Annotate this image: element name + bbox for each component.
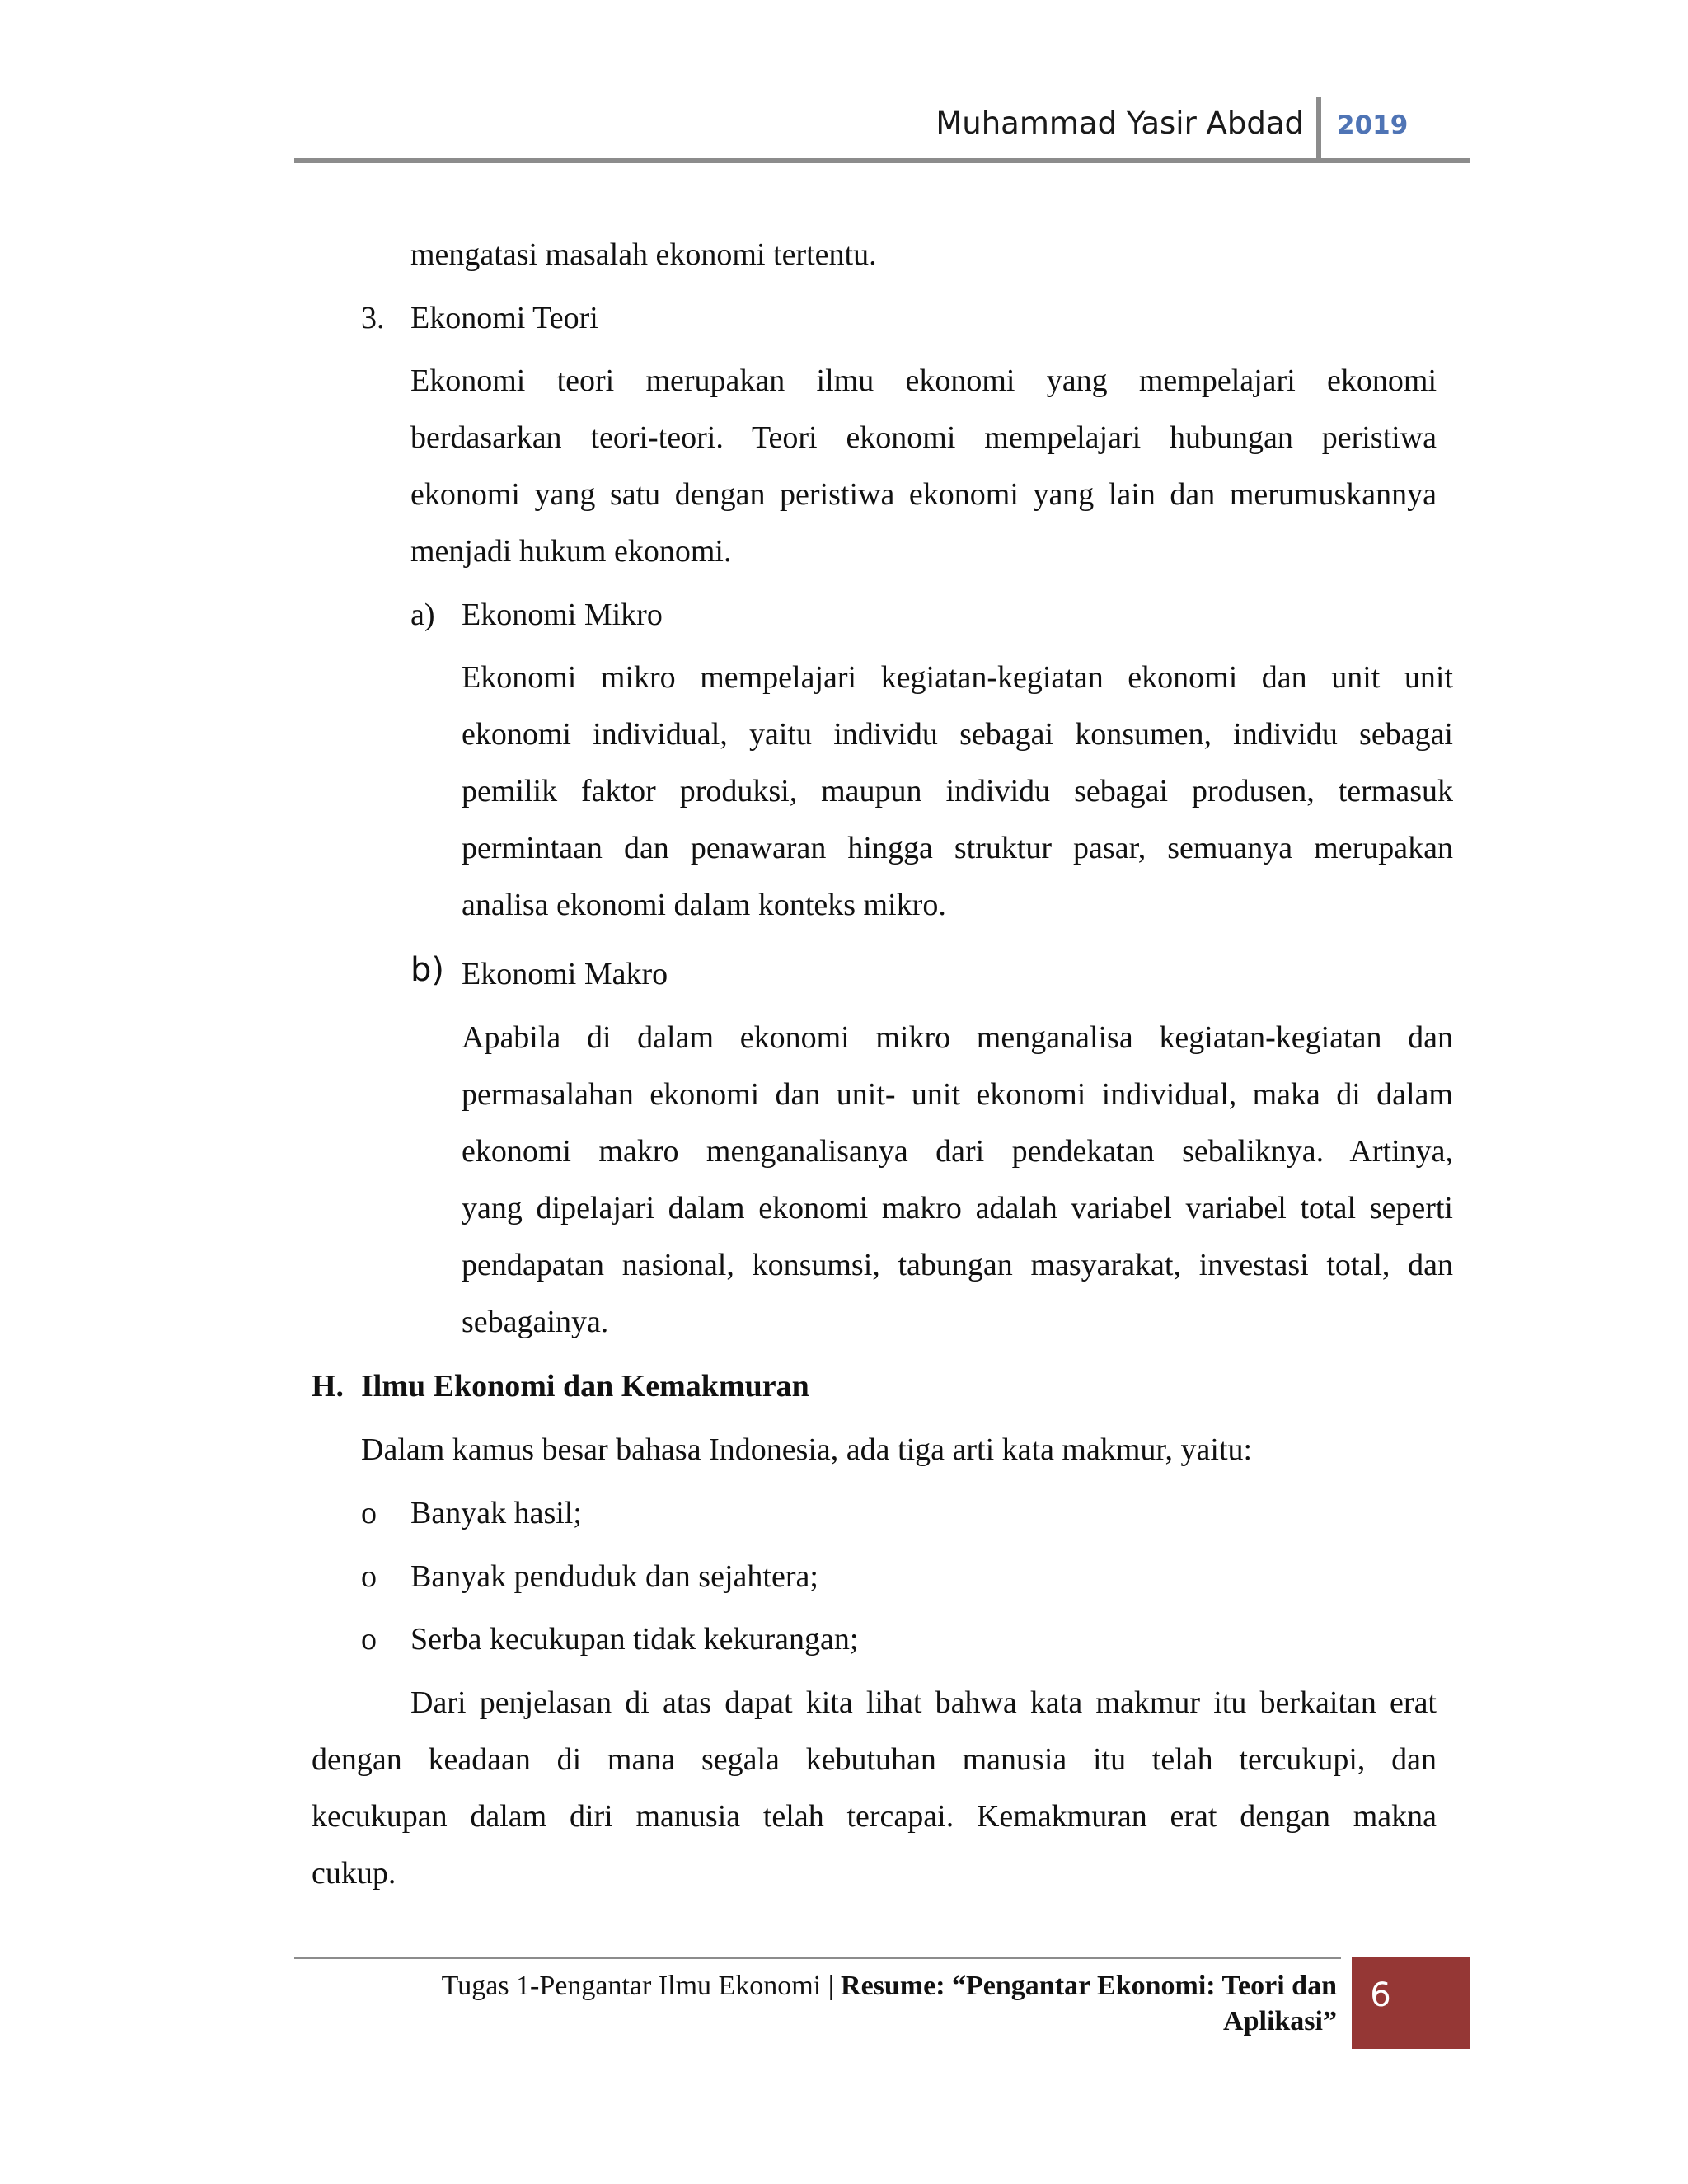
closing-line-3: kecukupan dalam diri manusia telah tercapai. Kemakmuran erat dengan makna <box>312 1799 1437 1834</box>
header-separator <box>1316 97 1321 162</box>
sub-a-line-3: pemilik faktor produksi, maupun individu sebagai produsen, termasuk <box>462 774 1453 808</box>
bullet-marker: o <box>361 1496 377 1530</box>
closing-line-1: Dari penjelasan di atas dapat kita lihat bahwa kata makmur itu berkaitan erat <box>410 1685 1437 1720</box>
item3-line-4: menjadi hukum ekonomi. <box>410 534 732 569</box>
footer-resume-title-cont: Aplikasi” <box>1223 2006 1337 2036</box>
section-h-title: Ilmu Ekonomi dan Kemakmuran <box>361 1369 809 1404</box>
bullet-item: Serba kecukupan tidak kekurangan; <box>410 1622 859 1657</box>
footer-resume-title: Resume: “Pengantar Ekonomi: Teori dan <box>841 1971 1337 2001</box>
footer-course: Tugas 1-Pengantar Ilmu Ekonomi | <box>441 1971 842 2001</box>
sub-b-marker: b) <box>410 951 444 989</box>
sub-b-line-6: sebagainya. <box>462 1305 609 1339</box>
sub-b-line-1: Apabila di dalam ekonomi mikro menganalisa kegiatan-kegiatan dan <box>462 1020 1453 1055</box>
sub-b-line-2: permasalahan ekonomi dan unit- unit ekonomi individual, maka di dalam <box>462 1077 1453 1112</box>
closing-line-4: cukup. <box>312 1856 396 1891</box>
closing-line-2: dengan keadaan di mana segala kebutuhan manusia itu telah tercukupi, dan <box>312 1742 1437 1777</box>
continuation-line: mengatasi masalah ekonomi tertentu. <box>410 237 877 272</box>
sub-a-line-4: permintaan dan penawaran hingga struktur pasar, semuanya merupakan <box>462 831 1453 865</box>
bullet-marker: o <box>361 1559 377 1594</box>
header-rule <box>294 158 1470 163</box>
header-year: 2019 <box>1337 110 1409 140</box>
bullet-marker: o <box>361 1622 377 1657</box>
sub-a-line-1: Ekonomi mikro mempelajari kegiatan-kegiatan ekonomi dan unit unit <box>462 660 1453 695</box>
sub-b-line-4: yang dipelajari dalam ekonomi makro adalah variabel variabel total seperti <box>462 1191 1453 1226</box>
item3-line-3: ekonomi yang satu dengan peristiwa ekonomi yang lain dan merumuskannya <box>410 477 1437 512</box>
footer-line-1 <box>294 1970 1337 2004</box>
section-h-intro: Dalam kamus besar bahasa Indonesia, ada tiga arti kata makmur, yaitu: <box>361 1432 1253 1467</box>
item3-line-1: Ekonomi teori merupakan ilmu ekonomi yang mempelajari ekonomi <box>410 363 1437 398</box>
sub-a-title: Ekonomi Mikro <box>462 598 663 632</box>
item3-title: Ekonomi Teori <box>410 301 598 335</box>
footer-rule <box>294 1957 1341 1959</box>
page-number: 6 <box>1370 1976 1391 2014</box>
sub-a-line-5: analisa ekonomi dalam konteks mikro. <box>462 888 946 922</box>
sub-a-line-2: ekonomi individual, yaitu individu sebagai konsumen, individu sebagai <box>462 717 1453 752</box>
bullet-item: Banyak hasil; <box>410 1496 582 1530</box>
item3-number: 3. <box>361 301 385 335</box>
bullet-item: Banyak penduduk dan sejahtera; <box>410 1559 818 1594</box>
sub-b-title: Ekonomi Makro <box>462 957 668 991</box>
sub-b-line-5: pendapatan nasional, konsumsi, tabungan masyarakat, investasi total, dan <box>462 1248 1453 1282</box>
header-author: Muhammad Yasir Abdad <box>935 105 1304 141</box>
item3-line-2: berdasarkan teori-teori. Teori ekonomi mempelajari hubungan peristiwa <box>410 420 1437 455</box>
sub-a-marker: a) <box>410 598 435 632</box>
section-h-marker: H. <box>312 1369 345 1404</box>
sub-b-line-3: ekonomi makro menganalisanya dari pendekatan sebaliknya. Artinya, <box>462 1134 1453 1169</box>
